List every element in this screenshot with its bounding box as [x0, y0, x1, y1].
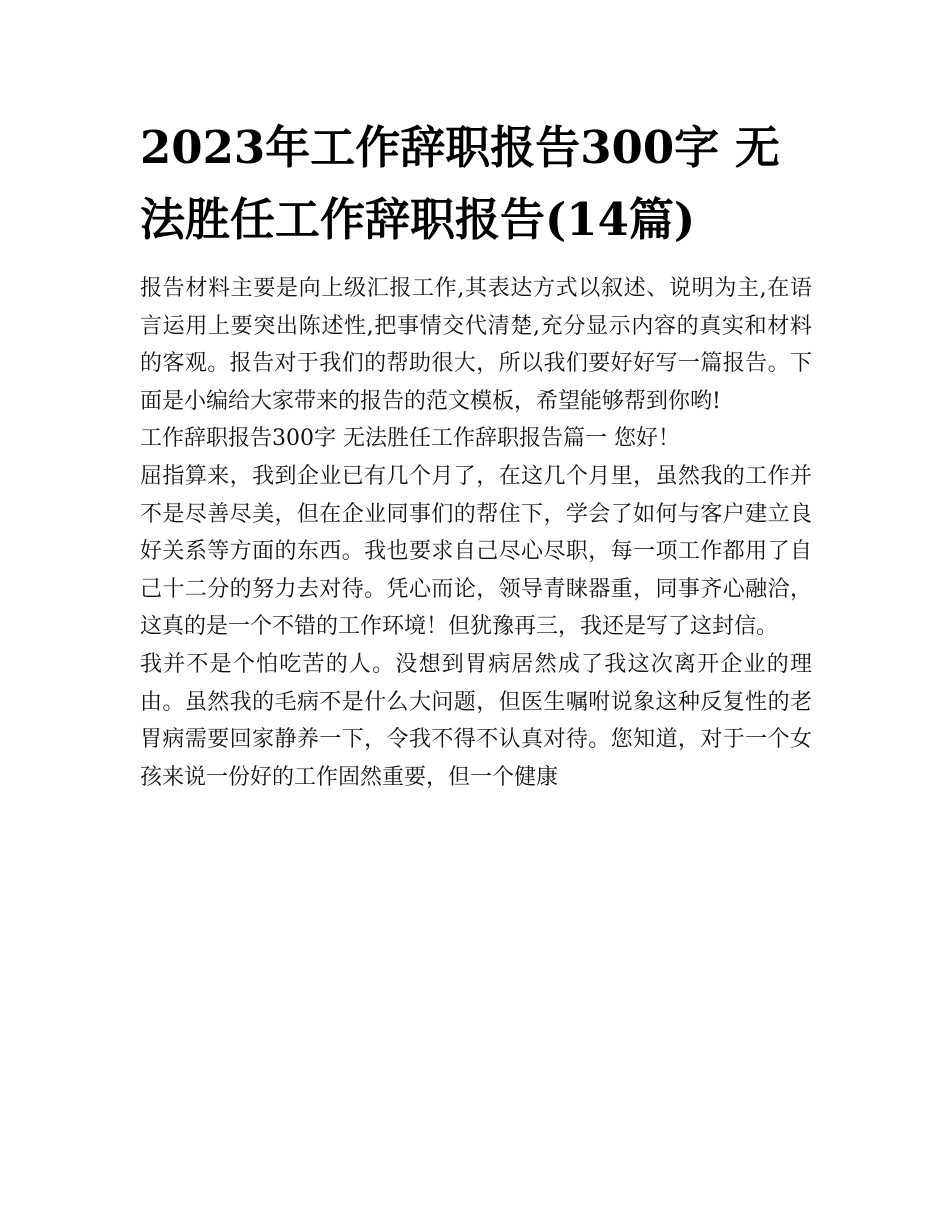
document-title: 2023年工作辞职报告300字 无法胜任工作辞职报告(14篇) — [140, 121, 780, 246]
document-page — [140, 112, 812, 796]
paragraph-body-1: 屈指算来，我到企业已有几个月了，在这几个月里，虽然我的工作并不是尽善尽美，但在企业同事们的帮住下，学会了如何与客户建立良好关系等方面的东西。我也要求自己尽心尽职，每一项工作都用了自己十二分的努力去对待。凭心而论，领导青睐器重，同事齐心融洽，这真的是一个不错的工作环境！但犹豫再三，我还是写了这封信。 — [140, 463, 812, 640]
paragraph-heading-article-one: 工作辞职报告300字 无法胜任工作辞职报告篇一 您好！ — [140, 426, 680, 452]
paragraph-body-2: 我并不是个怕吃苦的人。没想到胃病居然成了我这次离开企业的理由。虽然我的毛病不是什么大问题，但医生嘱咐说象这种反复性的老胃病需要回家静养一下，令我不得不认真对待。您知道，对于一个女孩来说一份好的工作固然重要，但一个健康 — [140, 651, 812, 790]
document-body — [140, 270, 812, 796]
paragraph-intro: 报告材料主要是向上级汇报工作,其表达方式以叙述、说明为主,在语言运用上要突出陈述性,把事情交代清楚,充分显示内容的真实和材料的客观。报告对于我们的帮助很大，所以我们要好好写一篇报告。下面是小编给大家带来的报告的范文模板，希望能够帮到你哟! — [140, 276, 812, 414]
